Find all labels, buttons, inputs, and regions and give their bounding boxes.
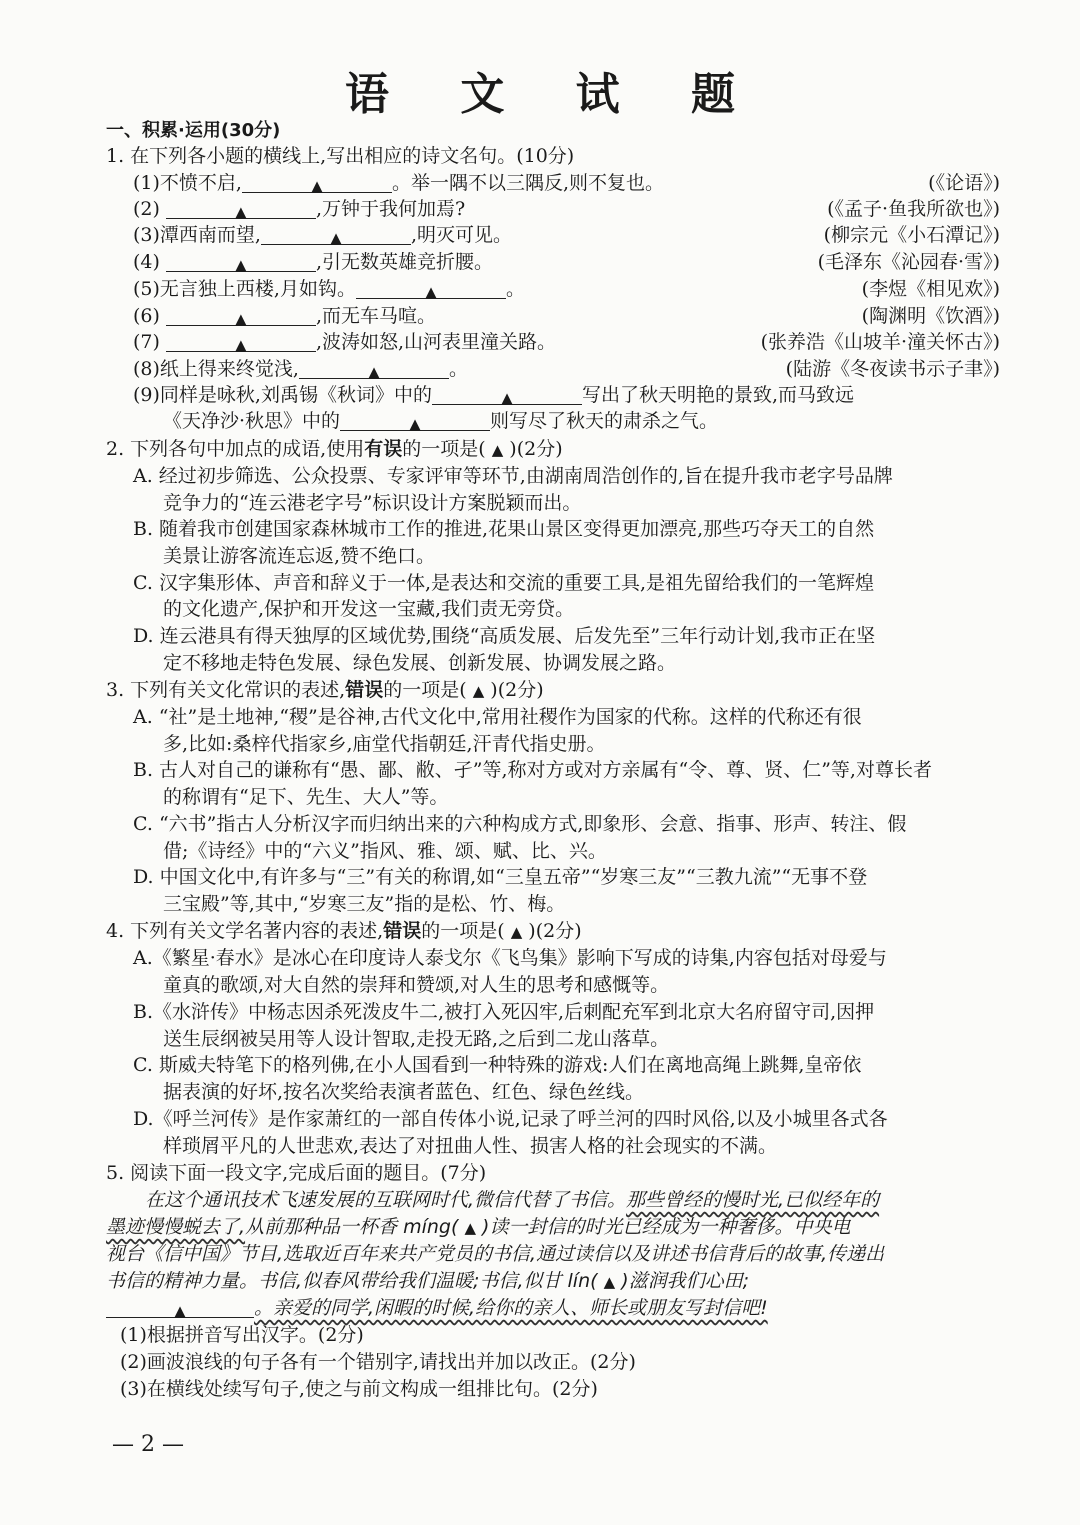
page-title: 语 文 试 题 — [345, 69, 763, 120]
q3-option-a-cont: 多,比如:桑梓代指家乡,庙堂代指朝廷,汗青代指史册。 — [163, 733, 606, 755]
q3-option-a: A. “社”是土地神,“稷”是谷神,古代文化中,常用社稷作为国家的代称。这样的代称还有很 — [133, 706, 862, 728]
q2-option-a-cont: 竞争力的“连云港老字号”标识设计方案脱颖而出。 — [163, 492, 582, 514]
q3-option-d: D. 中国文化中,有许多与“三”有关的称谓,如“三皇五帝”“岁寒三友”“三教九流”“无事不登 — [133, 866, 868, 888]
q3-option-b-cont: 的称谓有“足下、先生、大人”等。 — [163, 786, 449, 808]
q5-passage-line2: 墨迹慢慢蜕去了,从前那种品一杯香 míng( ▲ )读一封信的时光已经成为一种奢侈。中央电 — [106, 1216, 851, 1238]
q3-option-b: B. 古人对自己的谦称有“愚、鄙、敝、孑”等,称对方或对方亲属有“令、尊、贤、仁”等,对尊长者 — [133, 759, 932, 781]
answer-blank[interactable]: ▲ — [261, 224, 411, 245]
q1-source-4: (毛泽东《沁园春·雪》) — [817, 251, 1000, 273]
q5-sub-1: (1)根据拼音写出汉字。(2分) — [120, 1324, 364, 1346]
answer-blank[interactable]: ▲ — [166, 198, 316, 219]
q1-stem: 1. 在下列各小题的横线上,写出相应的诗文名句。(10分) — [106, 145, 575, 167]
q1-item-1: (1)不愤不启, ▲ 。举一隅不以三隅反,则不复也。 — [133, 172, 665, 195]
q2-option-c-cont: 的文化遗产,保护和开发这一宝藏,我们责无旁贷。 — [163, 598, 575, 620]
q4-option-d: D.《呼兰河传》是作家萧红的一部自传体小说,记录了呼兰河的四时风俗,以及小城里各式各 — [133, 1108, 888, 1130]
q1-item-3: (3)潭西南而望, ▲ ,明灭可见。 — [133, 224, 513, 247]
page-number: — 2 — — [112, 1432, 184, 1457]
q2-option-c: C. 汉字集形体、声音和辞义于一体,是表达和交流的重要工具,是祖先留给我们的一笔辉煌 — [133, 572, 875, 594]
q2-stem: 2. 下列各句中加点的成语,使用有误的一项是( ▲ )(2分) — [106, 438, 563, 460]
answer-blank[interactable]: ▲ — [340, 410, 490, 431]
q3-stem: 3. 下列有关文化常识的表述,错误的一项是( ▲ )(2分) — [106, 679, 544, 701]
answer-blank[interactable]: ▲ — [106, 1297, 254, 1318]
answer-blank[interactable]: ▲ — [603, 1273, 616, 1291]
q1-item-2: (2) ▲ ,万钟于我何加焉? — [133, 198, 466, 221]
q1-source-7: (张养浩《山坡羊·潼关怀古》) — [760, 331, 1000, 353]
q4-option-b-cont: 送生辰纲被吴用等人设计智取,走投无路,之后到二龙山落草。 — [163, 1028, 670, 1050]
q2-option-b-cont: 美景让游客流连忘返,赞不绝口。 — [163, 545, 436, 567]
q5-passage-line4: 书信的精神力量。书信,似春风带给我们温暖;书信,似甘 lín( ▲ )滋润我们心田; — [106, 1270, 750, 1292]
q5-stem: 5. 阅读下面一段文字,完成后面的题目。(7分) — [106, 1162, 487, 1184]
q1-source-1: (《论语》) — [928, 172, 1000, 194]
q5-passage-line3: 视台《信中国》节目,选取近百年来共产党员的书信,通过读信以及讲述书信背后的故事,传递出 — [106, 1243, 885, 1265]
q1-item-8: (8)纸上得来终觉浅, ▲ 。 — [133, 358, 468, 381]
q1-item-5: (5)无言独上西楼,月如钩。 ▲ 。 — [133, 278, 525, 301]
answer-blank[interactable]: ▲ — [432, 384, 582, 405]
q4-option-a-cont: 童真的歌颂,对大自然的崇拜和赞颂,对人生的思考和感慨等。 — [163, 974, 670, 996]
q4-option-b: B.《水浒传》中杨志因杀死泼皮牛二,被打入死囚牢,后刺配充军到北京大名府留守司,因押 — [133, 1001, 875, 1023]
q1-source-6: (陶渊明《饮酒》) — [861, 305, 1000, 327]
q5-sub-3: (3)在横线处续写句子,使之与前文构成一组排比句。(2分) — [120, 1378, 598, 1400]
q4-stem: 4. 下列有关文学名著内容的表述,错误的一项是( ▲ )(2分) — [106, 920, 582, 942]
answer-blank[interactable]: ▲ — [242, 172, 392, 193]
answer-blank[interactable]: ▲ — [464, 1219, 476, 1237]
q5-passage-line1: 在这个通讯技术飞速发展的互联网时代,微信代替了书信。那些曾经的慢时光,已似经年的 — [145, 1189, 880, 1211]
q1-item-6: (6) ▲ ,而无车马喧。 — [133, 305, 436, 328]
answer-blank[interactable]: ▲ — [356, 278, 506, 299]
answer-blank[interactable]: ▲ — [166, 251, 316, 272]
q1-item-7: (7) ▲ ,波涛如怒,山河表里潼关路。 — [133, 331, 557, 354]
answer-blank[interactable]: ▲ — [510, 923, 523, 941]
q1-source-2: (《孟子·鱼我所欲也》) — [827, 198, 1000, 220]
answer-blank[interactable]: ▲ — [299, 358, 449, 379]
answer-blank[interactable]: ▲ — [491, 441, 504, 459]
q2-option-d: D. 连云港具有得天独厚的区域优势,围绕“高质发展、后发先至”三年行动计划,我市正在坚 — [133, 625, 876, 647]
q1-source-3: (柳宗元《小石潭记》) — [823, 224, 1000, 246]
q3-option-d-cont: 三宝殿”等,其中,“岁寒三友”指的是松、竹、梅。 — [163, 893, 566, 915]
q3-option-c: C. “六书”指古人分析汉字而归纳出来的六种构成方式,即象形、会意、指事、形声、转注、假 — [133, 813, 907, 835]
section-heading: 一、积累·运用(30分) — [106, 120, 281, 141]
q4-option-d-cont: 样琐屑平凡的人世悲欢,表达了对扭曲人性、损害人格的社会现实的不满。 — [163, 1135, 778, 1157]
q4-option-c-cont: 据表演的好坏,按名次奖给表演者蓝色、红色、绿色丝线。 — [163, 1081, 645, 1103]
q1-source-5: (李煜《相见欢》) — [861, 278, 1000, 300]
q2-option-a: A. 经过初步筛选、公众投票、专家评审等环节,由湖南周浩创作的,旨在提升我市老字号品牌 — [133, 465, 893, 487]
q1-item-9-line2: 《天净沙·秋思》中的 ▲ 则写尽了秋天的肃杀之气。 — [163, 410, 719, 433]
q5-passage-line5: ▲ 。亲爱的同学,闲暇的时候,给你的亲人、师长或朋友写封信吧! — [106, 1295, 768, 1321]
answer-blank[interactable]: ▲ — [166, 305, 316, 326]
answer-blank[interactable]: ▲ — [166, 331, 316, 352]
q4-option-c: C. 斯威夫特笔下的格列佛,在小人国看到一种特殊的游戏:人们在离地高绳上跳舞,皇帝依 — [133, 1054, 862, 1076]
q1-source-8: (陆游《冬夜读书示子聿》) — [785, 358, 1000, 380]
q1-item-4: (4) ▲ ,引无数英雄竞折腰。 — [133, 251, 493, 274]
q5-sub-2: (2)画波浪线的句子各有一个错别字,请找出并加以改正。(2分) — [120, 1351, 636, 1373]
answer-blank[interactable]: ▲ — [472, 682, 485, 700]
q3-option-c-cont: 借;《诗经》中的“六义”指风、雅、颂、赋、比、兴。 — [163, 840, 607, 862]
q4-option-a: A.《繁星·春水》是冰心在印度诗人泰戈尔《飞鸟集》影响下写成的诗集,内容包括对母爱与 — [133, 947, 887, 969]
q2-option-b: B. 随着我市创建国家森林城市工作的推进,花果山景区变得更加漂亮,那些巧夺天工的自然 — [133, 518, 875, 540]
q1-item-9-line1: (9)同样是咏秋,刘禹锡《秋词》中的 ▲ 写出了秋天明艳的景致,而马致远 — [133, 384, 855, 407]
q2-option-d-cont: 定不移地走特色发展、绿色发展、创新发展、协调发展之路。 — [163, 652, 677, 674]
